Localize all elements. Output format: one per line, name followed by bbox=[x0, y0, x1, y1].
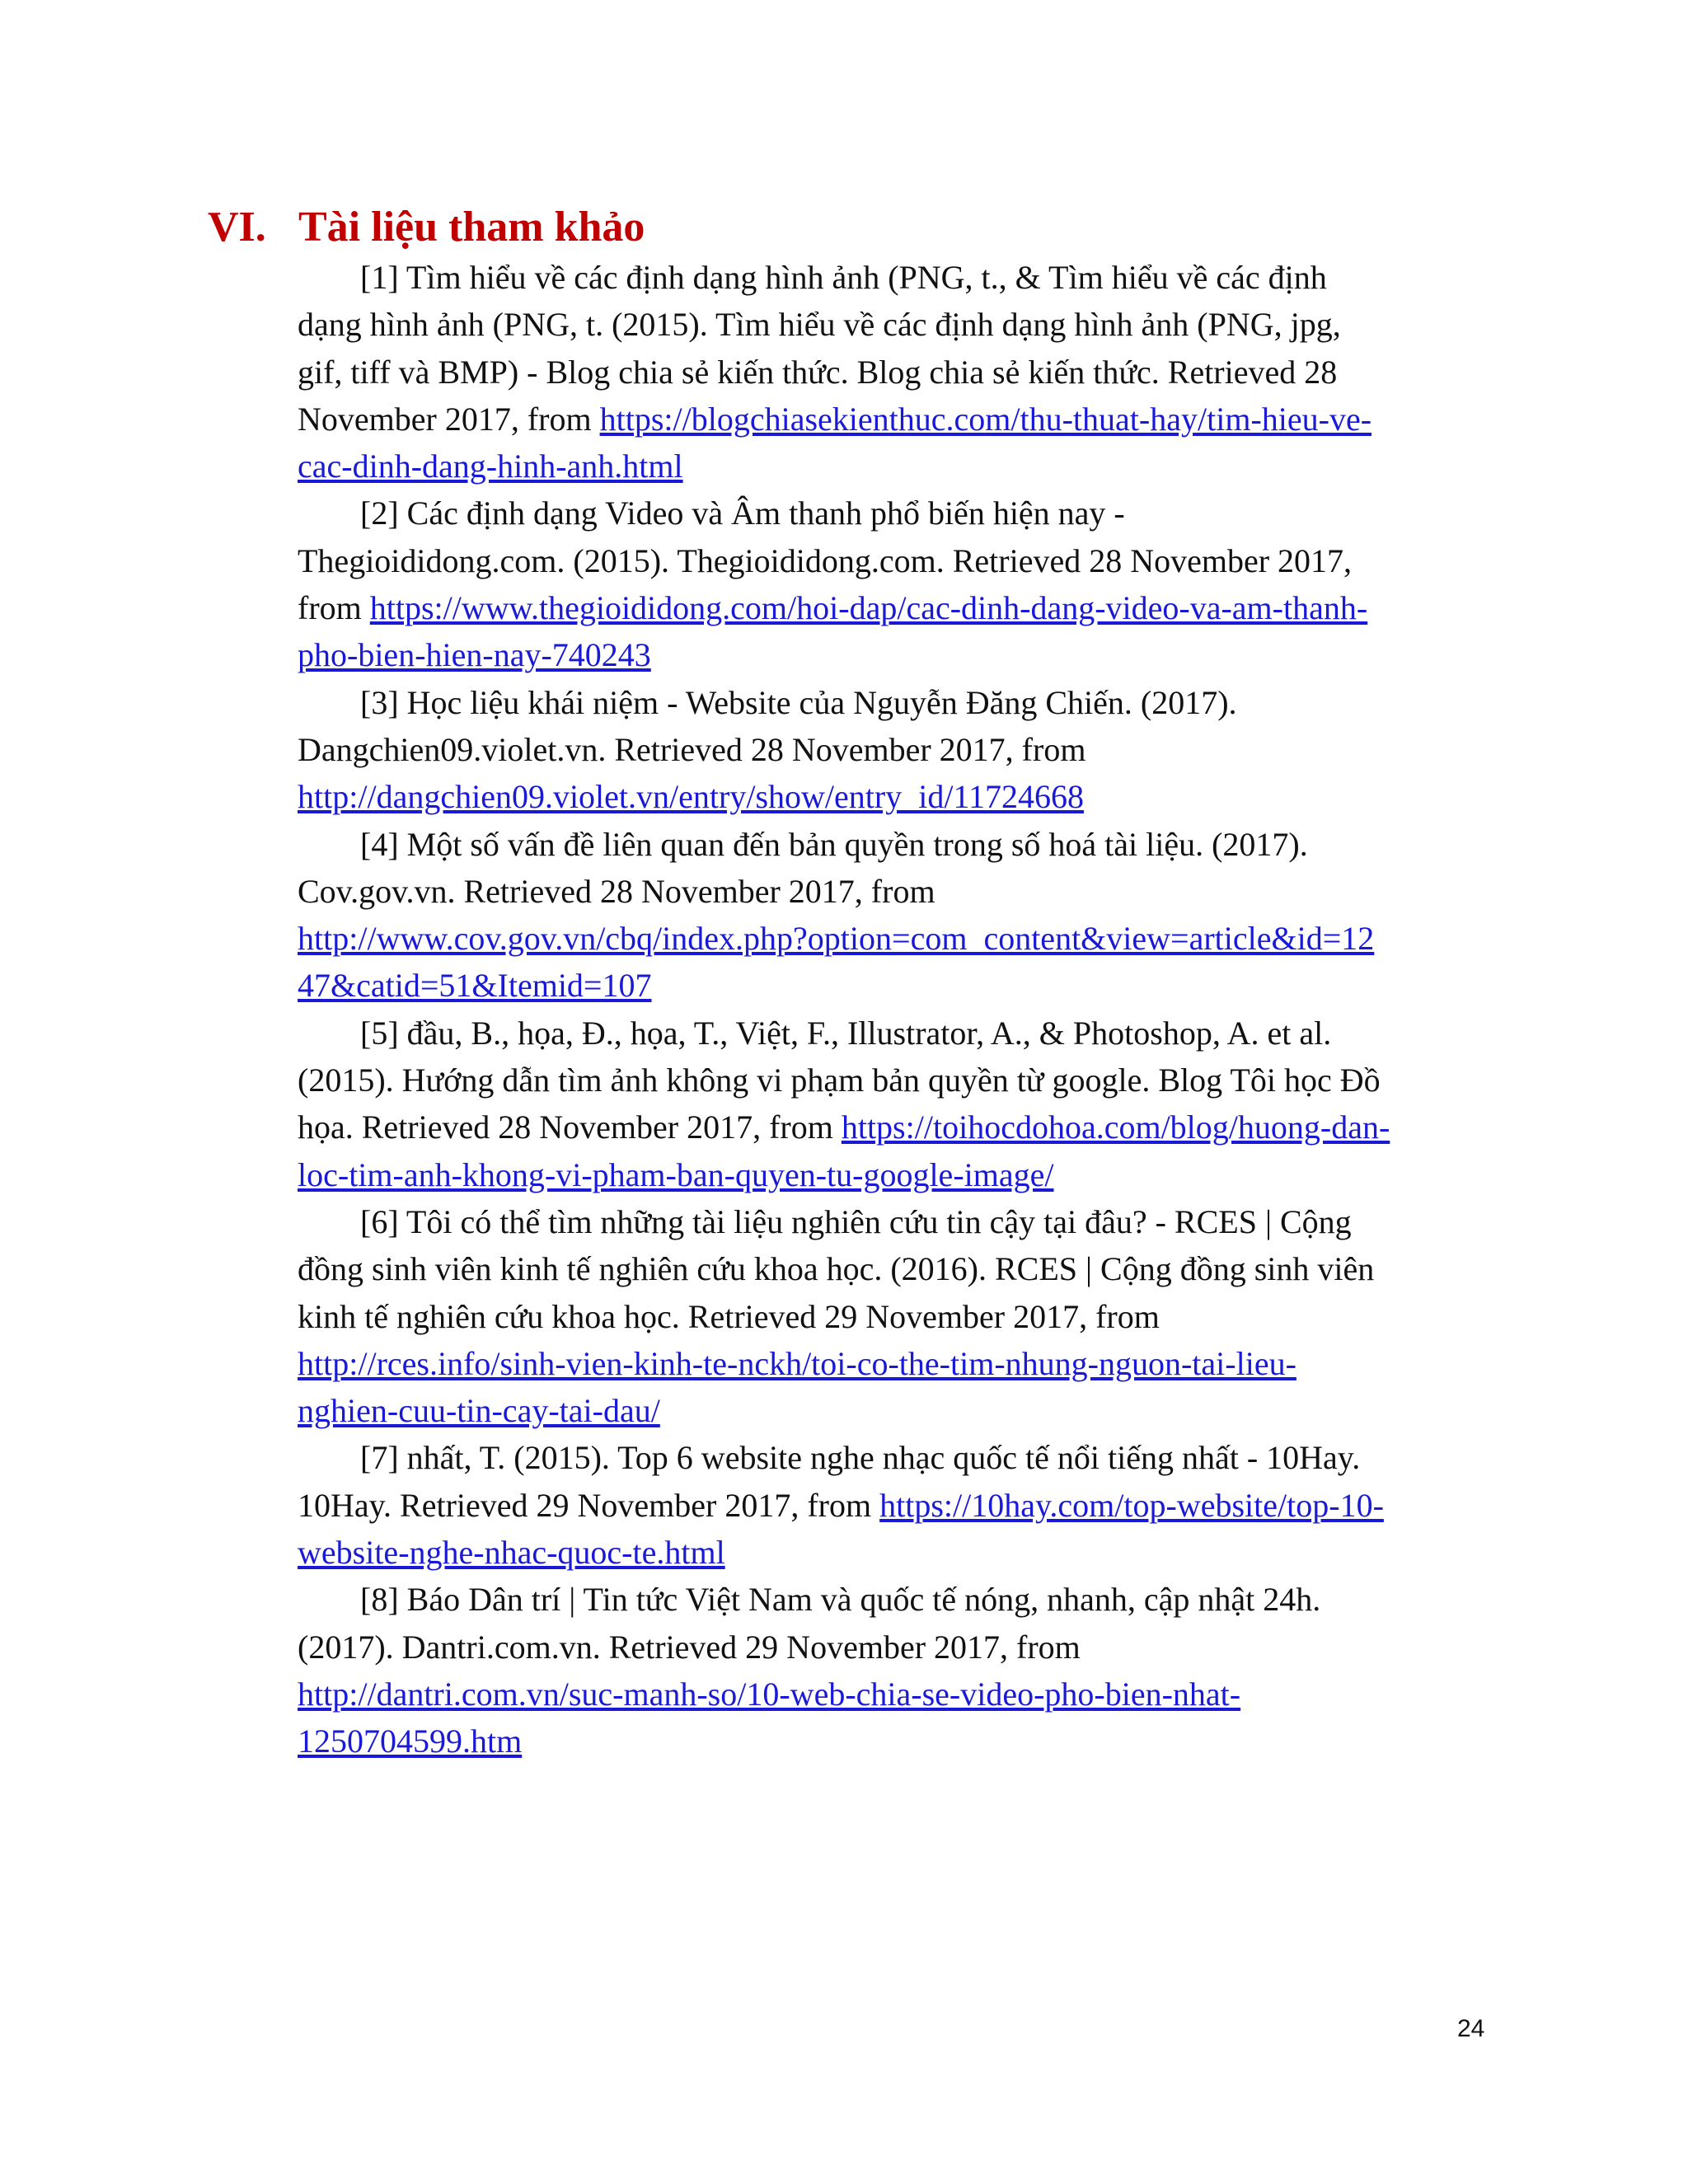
reference-item bbox=[298, 254, 1484, 490]
reference-text: đồng sinh viên kinh tế nghiên cứu khoa học. (2016). RCES | Cộng đồng sinh viên bbox=[298, 1250, 1375, 1288]
reference-text: gif, tiff và BMP) - Blog chia sẻ kiến thức. Blog chia sẻ kiến thức. Retrieved 28 bbox=[298, 353, 1338, 391]
reference-text: [6] Tôi có thể tìm những tài liệu nghiên cứu tin cậy tại đâu? - RCES | Cộng bbox=[360, 1202, 1352, 1240]
reference-text: [2] Các định dạng Video và Âm thanh phổ biến hiện nay - bbox=[360, 494, 1125, 532]
reference-item bbox=[298, 490, 1484, 678]
reference-link[interactable]: https://toihocdohoa.com/blog/huong-dan- bbox=[841, 1108, 1390, 1146]
reference-item bbox=[298, 1010, 1484, 1198]
reference-line bbox=[298, 1529, 1484, 1576]
reference-text: Cov.gov.vn. Retrieved 28 November 2017, from bbox=[298, 872, 935, 910]
reference-line bbox=[298, 1387, 1484, 1434]
reference-line bbox=[298, 254, 1484, 301]
reference-text: 10Hay. Retrieved 29 November 2017, from bbox=[298, 1486, 880, 1524]
reference-text: (2017). Dantri.com.vn. Retrieved 29 November 2017, from bbox=[298, 1628, 1081, 1666]
reference-line bbox=[298, 1482, 1484, 1529]
reference-item bbox=[298, 1576, 1484, 1765]
reference-item bbox=[298, 821, 1484, 1010]
reference-line bbox=[298, 349, 1484, 396]
section-title: Tài liệu tham khảo bbox=[298, 204, 645, 251]
section-heading bbox=[208, 194, 645, 260]
reference-text: [5] đầu, B., họa, Đ., họa, T., Việt, F., Illustrator, A., & Photoshop, A. et al. bbox=[360, 1014, 1332, 1052]
reference-line bbox=[298, 821, 1484, 868]
reference-line bbox=[298, 1151, 1484, 1198]
reference-line bbox=[298, 1198, 1484, 1245]
reference-line bbox=[298, 537, 1484, 584]
reference-item bbox=[298, 679, 1484, 821]
reference-text: [1] Tìm hiểu về các định dạng hình ảnh (PNG, t., & Tìm hiểu về các định bbox=[360, 259, 1327, 296]
reference-text: Dangchien09.violet.vn. Retrieved 28 November 2017, from bbox=[298, 730, 1086, 768]
reference-link[interactable]: http://www.cov.gov.vn/cbq/index.php?option=com_content&view=article&id=12 bbox=[298, 920, 1375, 958]
reference-line bbox=[298, 443, 1484, 490]
reference-link[interactable]: website-nghe-nhac-quoc-te.html bbox=[298, 1534, 725, 1572]
reference-line bbox=[298, 1010, 1484, 1057]
reference-link[interactable]: http://rces.info/sinh-vien-kinh-te-nckh/toi-co-the-tim-nhung-nguon-tai-lieu- bbox=[298, 1344, 1296, 1382]
reference-line bbox=[298, 1104, 1484, 1151]
reference-line bbox=[298, 962, 1484, 1009]
reference-line bbox=[298, 1718, 1484, 1765]
reference-line bbox=[298, 301, 1484, 348]
reference-text: [7] nhất, T. (2015). Top 6 website nghe nhạc quốc tế nổi tiếng nhất - 10Hay. bbox=[360, 1439, 1361, 1477]
reference-text: [8] Báo Dân trí | Tin tức Việt Nam và quốc tế nóng, nhanh, cập nhật 24h. bbox=[360, 1581, 1321, 1619]
reference-link[interactable]: 47&catid=51&Itemid=107 bbox=[298, 967, 652, 1005]
reference-link[interactable]: https://10hay.com/top-website/top-10- bbox=[879, 1486, 1384, 1524]
reference-link[interactable]: https://www.thegioididong.com/hoi-dap/cac-dinh-dang-video-va-am-thanh- bbox=[369, 589, 1368, 627]
reference-line bbox=[298, 490, 1484, 537]
reference-line bbox=[298, 584, 1484, 631]
reference-line bbox=[298, 726, 1484, 773]
reference-text: họa. Retrieved 28 November 2017, from bbox=[298, 1108, 842, 1146]
reference-line bbox=[298, 868, 1484, 915]
reference-link[interactable]: http://dangchien09.violet.vn/entry/show/entry_id/11724668 bbox=[298, 778, 1084, 816]
reference-line bbox=[298, 396, 1484, 443]
reference-link[interactable]: http://dantri.com.vn/suc-manh-so/10-web-chia-se-video-pho-bien-nhat- bbox=[298, 1675, 1241, 1713]
reference-line bbox=[298, 915, 1484, 962]
reference-list bbox=[298, 254, 1484, 1765]
reference-item bbox=[298, 1198, 1484, 1434]
reference-line bbox=[298, 1057, 1484, 1104]
reference-line bbox=[298, 1434, 1484, 1481]
section-number: VI. bbox=[208, 204, 266, 251]
reference-line bbox=[298, 679, 1484, 726]
reference-line bbox=[298, 1340, 1484, 1387]
reference-text: November 2017, from bbox=[298, 400, 600, 438]
reference-link[interactable]: 1250704599.htm bbox=[298, 1722, 523, 1760]
reference-line bbox=[298, 1245, 1484, 1292]
reference-text: Thegioididong.com. (2015). Thegioididong.com. Retrieved 28 November 2017, bbox=[298, 541, 1353, 579]
reference-text: [4] Một số vấn đề liên quan đến bản quyền trong số hoá tài liệu. (2017). bbox=[360, 825, 1308, 863]
reference-line bbox=[298, 773, 1484, 820]
reference-text: (2015). Hướng dẫn tìm ảnh không vi phạm bản quyền từ google. Blog Tôi học Đồ bbox=[298, 1062, 1381, 1099]
reference-line bbox=[298, 1293, 1484, 1340]
reference-line bbox=[298, 1576, 1484, 1623]
reference-link[interactable]: loc-tim-anh-khong-vi-pham-ban-quyen-tu-google-image/ bbox=[298, 1155, 1054, 1193]
reference-link[interactable]: cac-dinh-dang-hinh-anh.html bbox=[298, 448, 683, 485]
reference-link[interactable]: https://blogchiasekienthuc.com/thu-thuat-hay/tim-hieu-ve- bbox=[599, 400, 1372, 438]
reference-text: [3] Học liệu khái niệm - Website của Nguyễn Đăng Chiến. (2017). bbox=[360, 683, 1237, 721]
reference-text: kinh tế nghiên cứu khoa học. Retrieved 29 November 2017, from bbox=[298, 1297, 1160, 1335]
reference-line bbox=[298, 631, 1484, 678]
reference-text: from bbox=[298, 589, 370, 627]
reference-link[interactable]: pho-bien-hien-nay-740243 bbox=[298, 636, 651, 674]
reference-item bbox=[298, 1434, 1484, 1576]
page-number: 24 bbox=[1457, 2015, 1485, 2042]
reference-line bbox=[298, 1671, 1484, 1718]
reference-link[interactable]: nghien-cuu-tin-cay-tai-dau/ bbox=[298, 1392, 660, 1430]
reference-text: dạng hình ảnh (PNG, t. (2015). Tìm hiểu về các định dạng hình ảnh (PNG, jpg, bbox=[298, 306, 1341, 344]
reference-line bbox=[298, 1624, 1484, 1671]
